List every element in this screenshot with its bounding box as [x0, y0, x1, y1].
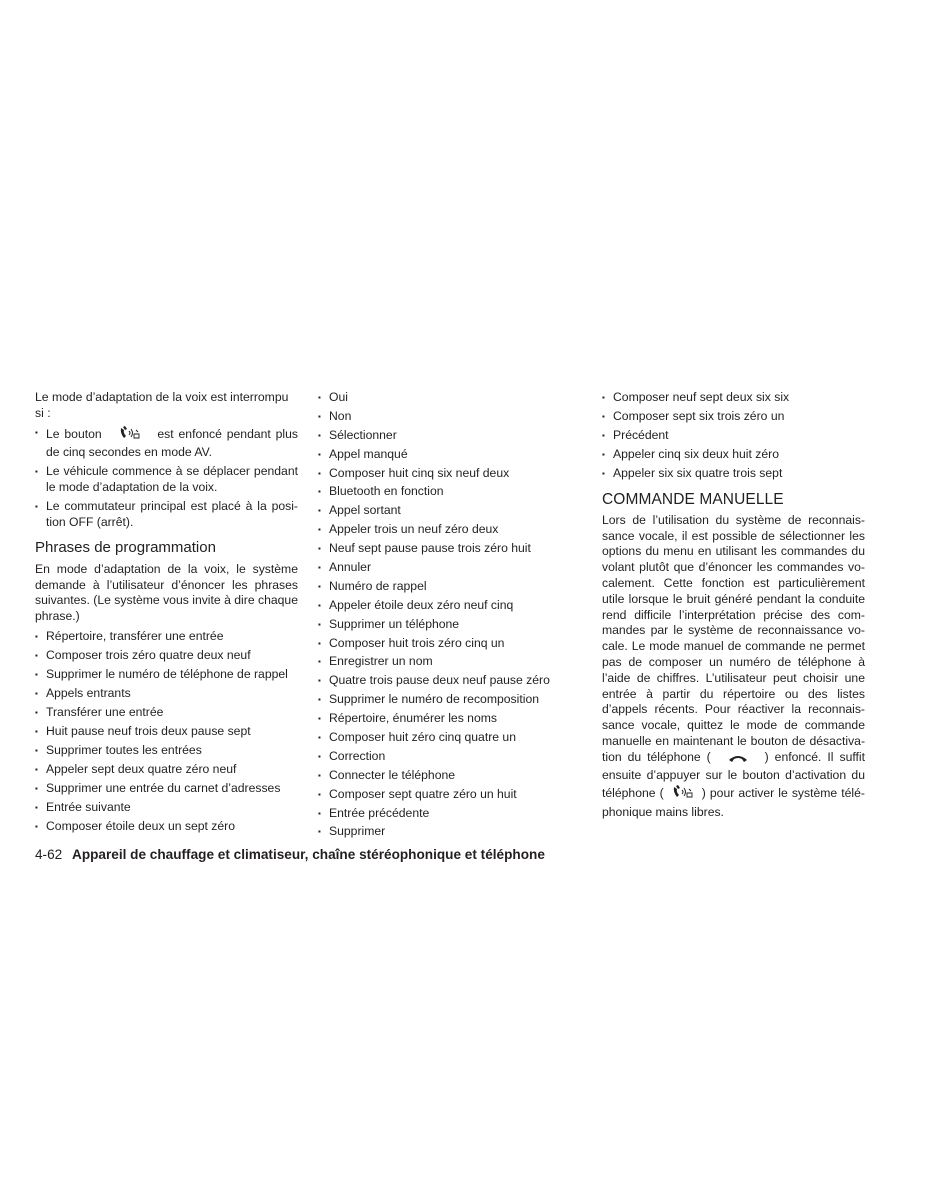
list-item: ▪ Correction — [318, 749, 574, 765]
list-item-text: Le véhicule commence à se déplacer pendant le mode d’adaptation de la voix. — [46, 464, 298, 495]
programming-paragraph: En mode d’adaptation de la voix, le système demande à l’utilisateur d’énoncer les phrases suivantes. (Le système vous invite à dire chaque phrase.) — [35, 561, 298, 624]
list-item: ▪ Annuler — [318, 560, 574, 576]
list-item: ▪ Appeler cinq six deux huit zéro — [602, 447, 865, 463]
list-item: ▪ Sélectionner — [318, 428, 574, 444]
list-item: ▪ Supprimer un téléphone — [318, 617, 574, 633]
list-item: ▪ Composer étoile deux un sept zéro — [35, 819, 298, 835]
list-item: ▪ Appel sortant — [318, 503, 574, 519]
phrases-list-continued — [318, 390, 574, 840]
list-item: ▪ Composer sept quatre zéro un huit — [318, 787, 574, 803]
list-item: ▪ Connecter le téléphone — [318, 768, 574, 784]
list-item: ▪ Supprimer une entrée du carnet d’adresses — [35, 781, 298, 797]
list-item: ▪ Composer huit trois zéro cinq un — [318, 636, 574, 652]
list-item: ▪ Numéro de rappel — [318, 579, 574, 595]
list-item: ▪ Supprimer le numéro de téléphone de rappel — [35, 667, 298, 683]
paragraph-text: Lors de l’utilisation du système de reconnais-sance vocale, il est possible de sélectionner les options du menu en utilisant les commandes du volant plutôt que d’énoncer les commandes vo-calement. Cette fonction est particulièrement utile lorsque le bruit généré pendant la conduite rend difficile l’interprétation précise des com-mandes par le système de reconnaissance vo-cale. Le mode manuel de commande ne permet pas de composer un numéro de téléphone à l’aide de chiffres. L’utilisateur peut choisir une entrée à partir du répertoire ou des listes d’appels récents. Pour réactiver la reconnais-sance vocale, quittez le mode de commande manuelle en maintenant le bouton de désactiva-tion du téléphone ( — [602, 512, 865, 764]
section-heading-programming: Phrases de programmation — [35, 538, 216, 556]
list-item: ▪ Supprimer le numéro de recomposition — [318, 692, 574, 708]
phone-voice-icon — [119, 425, 141, 446]
list-item: ▪ Répertoire, énumérer les noms — [318, 711, 574, 727]
list-item: ▪ Quatre trois pause deux neuf pause zéro — [318, 673, 574, 689]
list-item: ▪ Appels entrants — [35, 686, 298, 702]
list-item: ▪ Non — [318, 409, 574, 425]
list-item: ▪ Composer neuf sept deux six six — [602, 390, 865, 406]
phone-voice-icon — [672, 784, 694, 805]
manual-command-paragraph — [602, 513, 865, 821]
list-item — [35, 425, 298, 462]
list-item: ▪ Neuf sept pause pause trois zéro huit — [318, 541, 574, 557]
list-item — [35, 499, 298, 531]
list-item: ▪ Appeler trois un neuf zéro deux — [318, 522, 574, 538]
list-item-text: est enfoncé pendant plus de cinq secondes en mode AV. — [46, 426, 298, 460]
list-item: ▪ Appeler six six quatre trois sept — [602, 466, 865, 482]
column-right — [602, 390, 865, 821]
list-item: ▪ Huit pause neuf trois deux pause sept — [35, 724, 298, 740]
column-left — [35, 390, 298, 838]
list-item: ▪ Composer sept six trois zéro un — [602, 409, 865, 425]
interrupt-conditions-list — [35, 425, 298, 531]
page-footer — [35, 847, 595, 862]
list-item: ▪ Répertoire, transférer une entrée — [35, 629, 298, 645]
list-item: ▪ Composer trois zéro quatre deux neuf — [35, 648, 298, 664]
list-item: ▪ Précédent — [602, 428, 865, 444]
list-item-text: Le bouton — [46, 426, 102, 441]
column-middle — [318, 390, 574, 843]
list-item — [35, 464, 298, 496]
list-item: ▪ Composer huit zéro cinq quatre un — [318, 730, 574, 746]
list-item-text: Le commutateur principal est placé à la posi-tion OFF (arrêt). — [46, 499, 298, 529]
phrases-list-end — [602, 390, 865, 482]
list-item: ▪ Composer huit cinq six neuf deux — [318, 466, 574, 482]
section-heading-manual-command: COMMANDE MANUELLE — [602, 490, 784, 508]
paragraph-text: ) enfoncé. Il suffit ensuite d’appuyer sur le bouton d’activation du téléphone ( — [602, 749, 865, 801]
page-number: 4-62 — [35, 847, 63, 862]
intro-paragraph: Le mode d’adaptation de la voix est interrompu si : — [35, 390, 289, 420]
list-item: ▪ Entrée précédente — [318, 806, 574, 822]
list-item: ▪ Entrée suivante — [35, 800, 298, 816]
list-item: ▪ Transférer une entrée — [35, 705, 298, 721]
list-item: ▪ Appeler sept deux quatre zéro neuf — [35, 762, 298, 778]
phrases-list — [35, 629, 298, 835]
phone-hangup-icon — [727, 752, 749, 769]
list-item: ▪ Supprimer toutes les entrées — [35, 743, 298, 759]
list-item: ▪ Appel manqué — [318, 447, 574, 463]
chapter-title: Appareil de chauffage et climatiseur, chaîne stéréophonique et téléphone — [72, 847, 545, 862]
list-item: ▪ Appeler étoile deux zéro neuf cinq — [318, 598, 574, 614]
paragraph-text: ) pour activer le système télé-phonique mains libres. — [602, 786, 865, 820]
list-item: ▪ Enregistrer un nom — [318, 654, 574, 670]
list-item: ▪ Oui — [318, 390, 574, 406]
list-item: ▪ Bluetooth en fonction — [318, 484, 574, 500]
list-item: ▪ Supprimer — [318, 824, 574, 840]
